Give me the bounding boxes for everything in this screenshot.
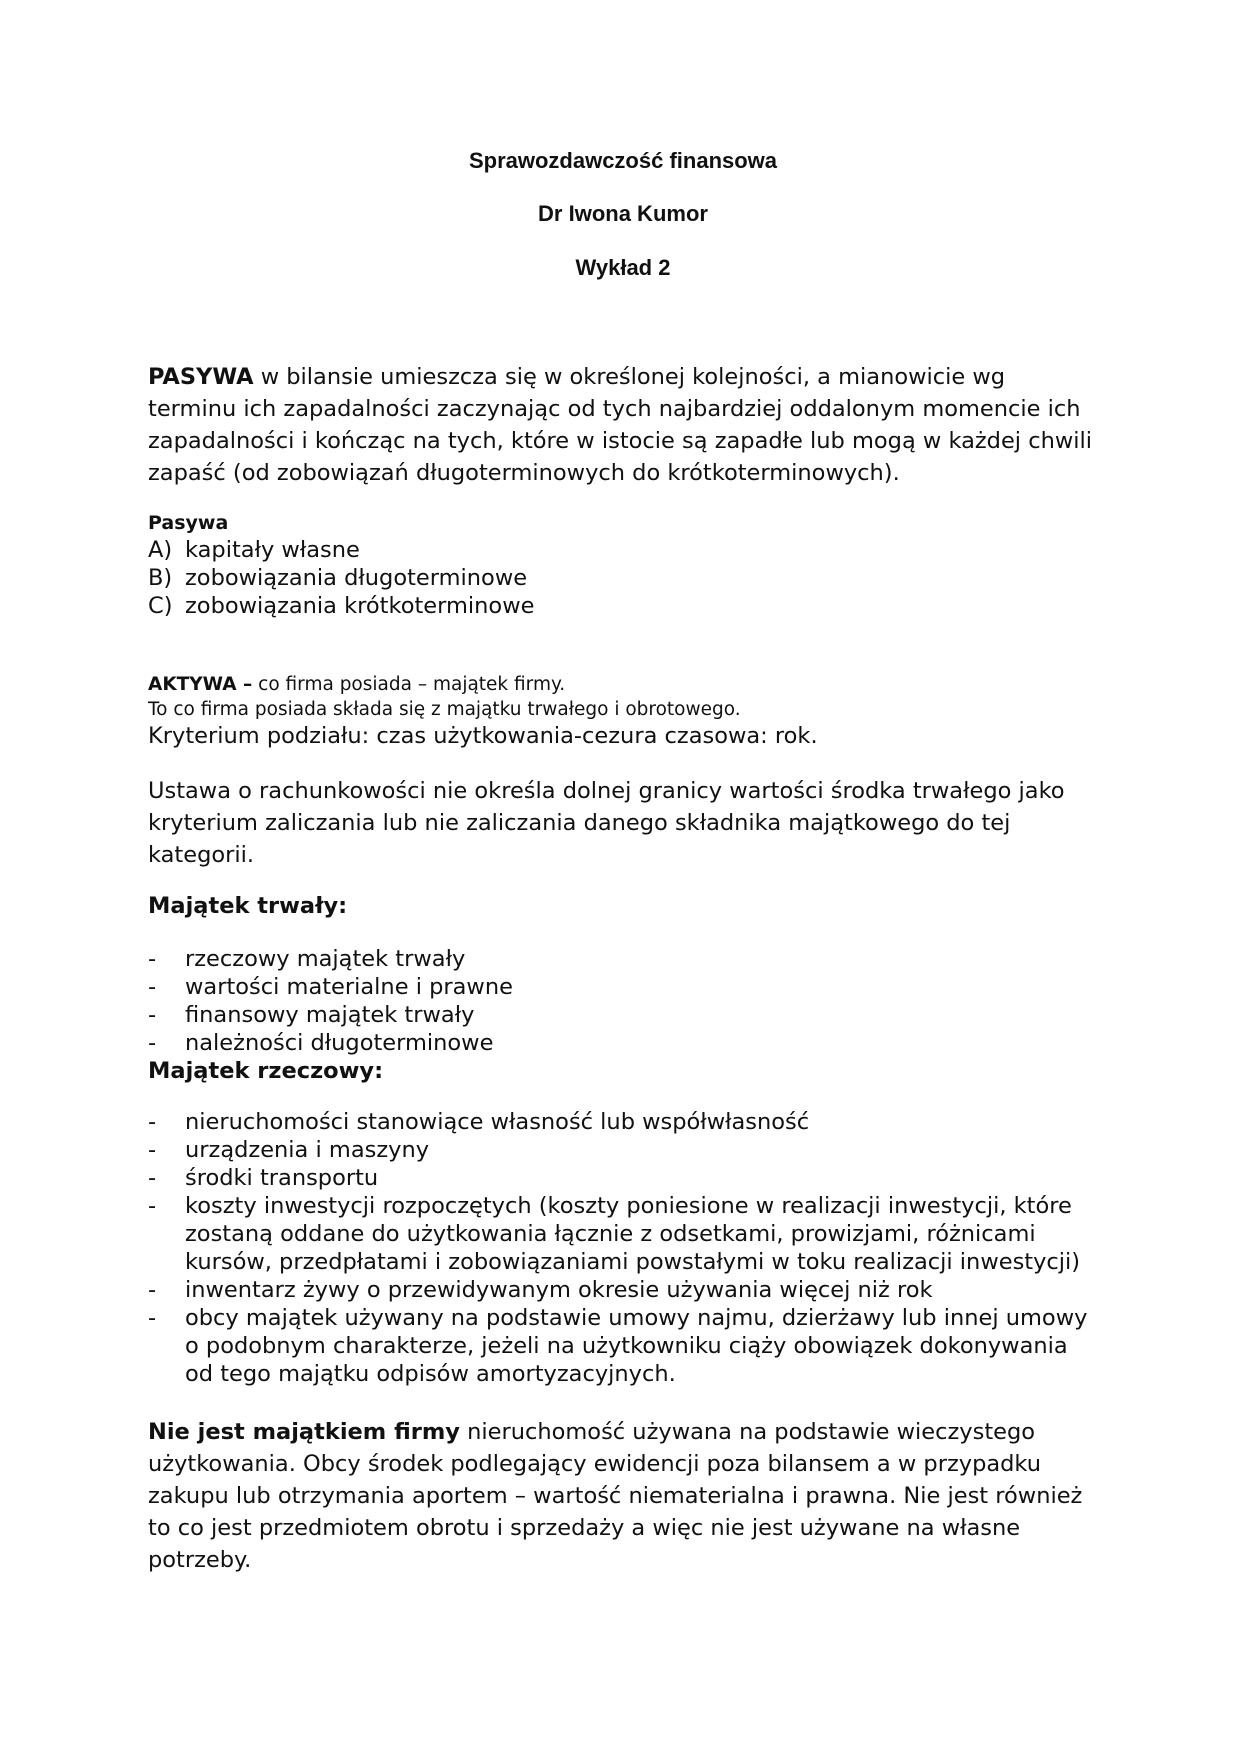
list-item: - urządzenia i maszyny <box>148 1137 430 1163</box>
list-item: - wartości materialne i prawne <box>148 974 513 1000</box>
aktywa-line-3: Kryterium podziału: czas użytkowania-cezura czasowa: rok. <box>148 723 818 749</box>
aktywa-line-1: AKTYWA – co firma posiada – majątek firmy. <box>148 674 566 695</box>
aktywa-line-2: To co firma posiada składa się z majątku trwałego i obrotowego. <box>148 699 741 720</box>
pasywa-heading: Pasywa <box>148 512 229 534</box>
list-item: - należności długoterminowe <box>148 1030 494 1056</box>
list-item: - finansowy majątek trwały <box>148 1002 475 1028</box>
pasywa-text: w bilansie umieszcza się w określonej kolejności, a mianowicie wg terminu ich zapadalności zaczynając od tych najbardziej oddalonym momencie ich zapadalności i kończąc na tych, które w istocie są zapadłe lub mogą w każdej chwili zapaść (od zobowiązań długoterminowych do krótkoterminowych). <box>148 364 1092 486</box>
document-title: Sprawozdawczość finansowa <box>468 148 778 173</box>
pasywa-paragraph <box>148 361 1098 489</box>
majatek-rzeczowy-heading: Majątek rzeczowy: <box>148 1058 384 1084</box>
list-item: - inwentarz żywy o przewidywanym okresie używania więcej niż rok <box>148 1277 933 1303</box>
ustawa-paragraph: Ustawa o rachunkowości nie określa dolnej granicy wartości środka trwałego jako kryterium zaliczania lub nie zaliczania danego składnika majątkowego do tej kategorii. <box>148 778 1065 868</box>
document-author: Dr Iwona Kumor <box>538 201 708 226</box>
final-keyword: Nie jest majątkiem firmy <box>148 1419 460 1445</box>
list-item: - rzeczowy majątek trwały <box>148 946 466 972</box>
list-item: - nieruchomości stanowiące własność lub współwłasność <box>148 1109 810 1135</box>
majatek-rzeczowy-list <box>148 1108 1098 1388</box>
list-item: - środki transportu <box>148 1165 379 1191</box>
aktywa-keyword: AKTYWA – <box>148 674 253 695</box>
lecture-number: Wykład 2 <box>575 255 671 280</box>
list-item: - koszty inwestycji rozpoczętych (koszty poniesione w realizacji inwestycji, które zostaną oddane do użytkowania łącznie z odsetkami, prowizjami, różnicami kursów, przedpłatami i zobowiązaniami powstałymi w toku realizacji inwestycji) <box>148 1193 1081 1275</box>
majatek-trwaly-list <box>148 945 1098 1057</box>
final-paragraph: Nie jest majątkiem firmy nieruchomość używana na podstawie wieczystego użytkowania. Obcy środek podlegający ewidencji poza bilansem a w przypadku zakupu lub otrzymania aportem – wartość niematerialna i prawna. Nie jest również to co jest przedmiotem obrotu i sprzedaży a więc nie jest używane na własne potrzeby. <box>148 1419 1083 1573</box>
list-item: B) zobowiązania długoterminowe <box>148 565 528 591</box>
majatek-trwaly-heading: Majątek trwały: <box>148 893 348 919</box>
list-item: - obcy majątek używany na podstawie umowy najmu, dzierżawy lub innej umowy o podobnym charakterze, jeżeli na użytkowniku ciąży obowiązek dokonywania od tego majątku odpisów amortyzacyjnych. <box>148 1305 1088 1387</box>
list-item: C) zobowiązania krótkoterminowe <box>148 593 535 619</box>
pasywa-list <box>148 536 1098 620</box>
list-item: A) kapitały własne <box>148 537 360 563</box>
pasywa-keyword: PASYWA <box>148 364 254 390</box>
